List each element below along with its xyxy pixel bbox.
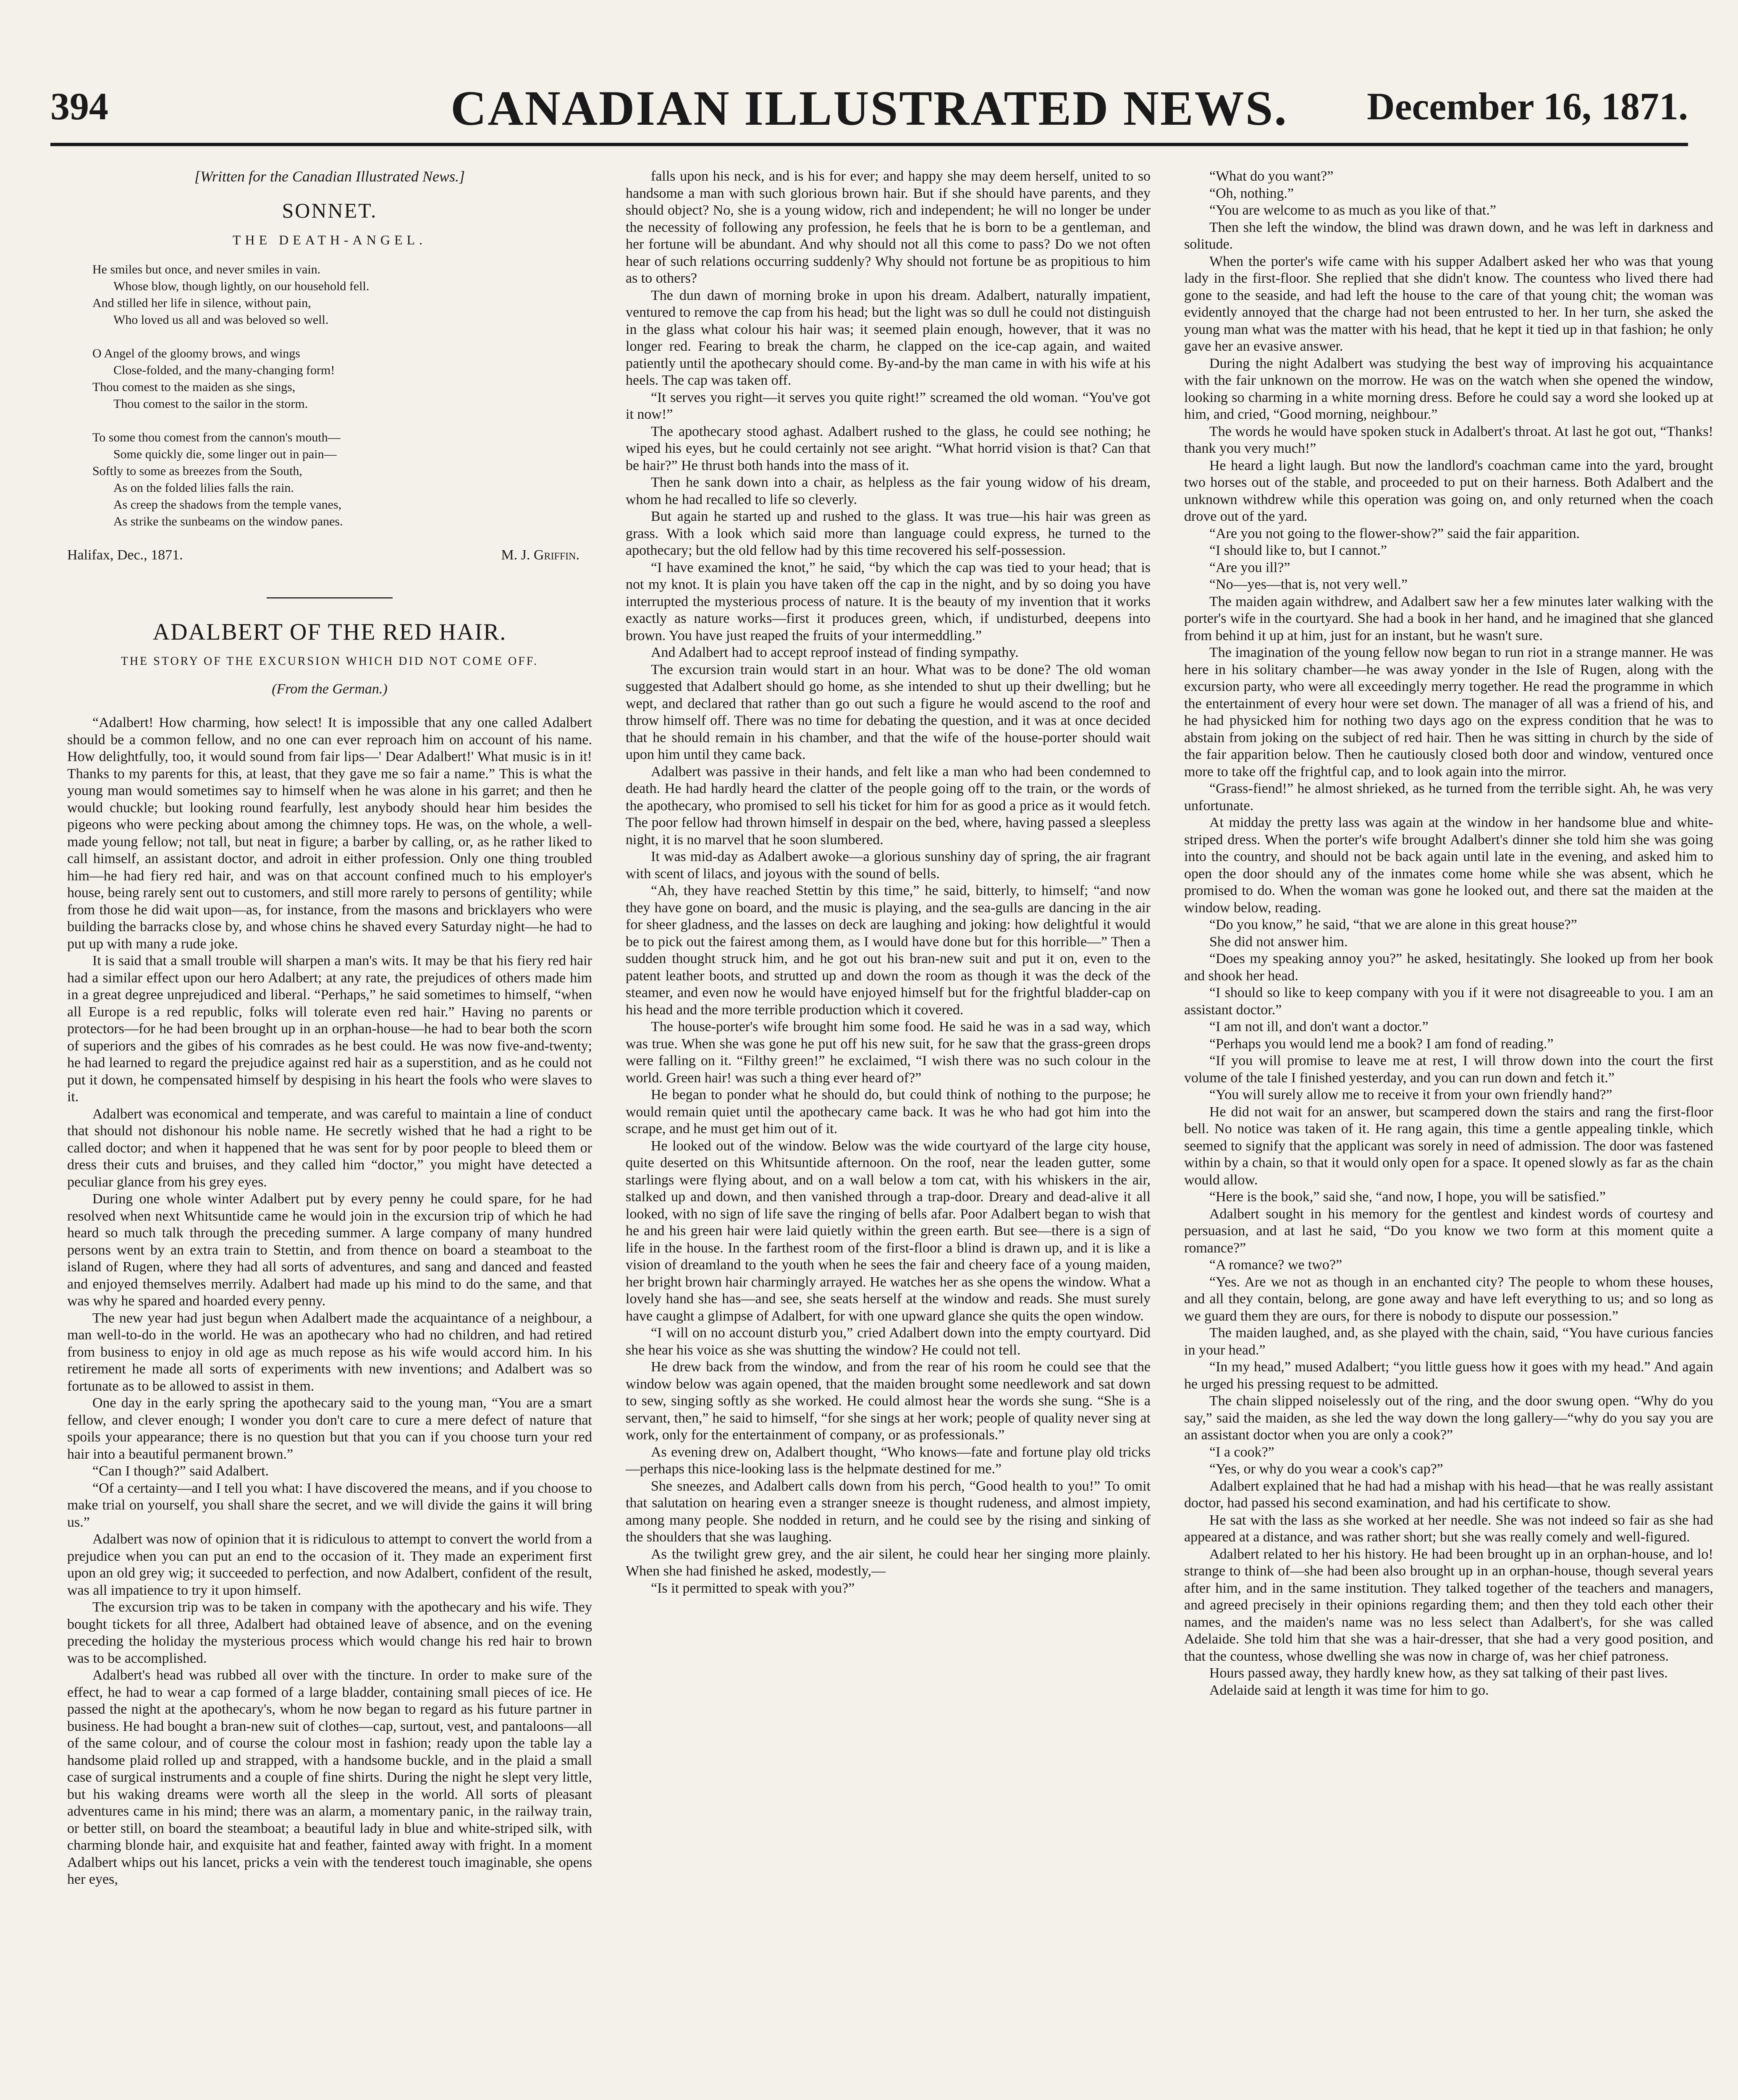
- story-paragraph: And Adalbert had to accept reproof instead of finding sympathy.: [651, 645, 1019, 660]
- story-paragraph: The imagination of the young fellow now began to run riot in a strange manner. He was here in his solitary chamber—he was away yonder in the Isle of Rugen, along with the excursion party, who were all exceedingly merry together. He read the programme in which the entertainment of every hour were set down. The manager of all was a friend of his, and he had physicked him for nothing two days ago on the express condition that he was to abstain from joking on the subject of red hair. Then he was sitting in church by the side of the fair apparition below. Then he cautiously closed both door and window, ventured once more to take off the frightful cap, and to look again into the mirror.: [1184, 645, 1713, 780]
- story-paragraph: The words he would have spoken stuck in Adalbert's throat. At last he got out, “Thanks! thank you very much!”: [1184, 423, 1713, 456]
- story-paragraph: Adalbert's head was rubbed all over with the tincture. In order to make sure of the effect, he had to wear a cap formed of a large bladder, containing small pieces of ice. He passed the night at the apothecary's, whom he now began to regard as his future partner in business. He had bought a bran-new suit of clothes—cap, surtout, vest, and pantaloons—all of the same colour, and of course the colour most in fashion; ready upon the table lay a handsome plaid rolled up and strapped, with a handsome buckle, and in the plaid a small case of surgical instruments and a couple of fine shirts. During the night he slept very little, but his waking dreams were worth all the sleep in the world. All sorts of pleasant adventures came in his mind; there was an alarm, a momentary panic, in the railway train, or better still, on board the steamboat; a beautiful lady in blue and white-striped silk, with charming blonde hair, and exquisite hat and feather, fainted away with fright. In a moment Adalbert whips out his lancet, pricks a vein with the tenderest touch imaginable, she opens her eyes,: [67, 1667, 592, 1887]
- story-paragraph: Adalbert was now of opinion that it is ridiculous to attempt to convert the world from a prejudice when you can put an end to the occasion of it. They made an experiment first upon an old grey wig; it succeeded to perfection, and now Adalbert, confident of the result, was all impatience to try it upon himself.: [67, 1531, 592, 1598]
- sonnet-line: O Angel of the gloomy brows, and wings: [92, 346, 300, 360]
- story-paragraph: But again he started up and rushed to the glass. It was true—his hair was green as grass. With a look which said more than language could express, he turned to the apothecary; but the old fellow had by this time recovered his self-possession.: [626, 509, 1151, 558]
- story-paragraph: She sneezes, and Adalbert calls down from his perch, “Good health to you!” To omit that salutation on hearing even a stranger sneeze is thought rudeness, and almost impiety, among many people. She nodded in return, and he could see by the rising and sinking of the shoulders that she was laughing.: [626, 1478, 1151, 1545]
- story-paragraph: “Do you know,” he said, “that we are alone in this great house?”: [1209, 917, 1577, 932]
- sonnet-line: Softly to some as breezes from the South,: [92, 464, 302, 478]
- sonnet-line: Some quickly die, some linger out in pain—: [113, 447, 337, 461]
- story-paragraph: “I will on no account disturb you,” cried Adalbert down into the empty courtyard. Did she hear his voice as she was shutting the window? He could not tell.: [626, 1325, 1151, 1358]
- sonnet-subtitle: THE DEATH-ANGEL.: [232, 232, 427, 247]
- story-paragraph: “I am not ill, and don't want a doctor.”: [1209, 1019, 1429, 1034]
- story-body-col3: [1184, 168, 1713, 1699]
- sonnet-line: Close-folded, and the many-changing form!: [113, 363, 335, 377]
- story-body-col1: [67, 714, 592, 1888]
- sonnet-line: And stilled her life in silence, without pain,: [92, 296, 311, 310]
- sonnet-place-date: Halifax, Dec., 1871.: [67, 547, 183, 563]
- sonnet-line: Thou comest to the maiden as she sings,: [92, 380, 296, 394]
- sonnet-line: Whose blow, though lightly, on our household fell.: [113, 279, 370, 293]
- sonnet-line: As on the folded lilies falls the rain.: [113, 480, 294, 495]
- story-paragraph: As evening drew on, Adalbert thought, “Who knows—fate and fortune play old tricks—perhaps this nice-looking lass is the helpmate destined for me.”: [626, 1444, 1151, 1477]
- story-paragraph: It was mid-day as Adalbert awoke—a glorious sunshiny day of spring, the air fragrant with scent of lilacs, and joyous with the sound of bells.: [626, 849, 1151, 882]
- story-paragraph: The maiden again withdrew, and Adalbert saw her a few minutes later walking with the porter's wife in the courtyard. She had a book in her hand, and he imagined that she glanced from behind it up at him, just for an instant, but he wasn't sure.: [1184, 593, 1713, 643]
- story-paragraph: He drew back from the window, and from the rear of his room he could see that the window below was again opened, that the maiden brought some needlework and sat down to sew, singing softly as she worked. He could almost hear the words she sung. “She is a servant, then,” he said to himself, “for she sings at her work; people of quality never sing at work, only for the entertainment of company, or as professionals.”: [626, 1359, 1151, 1443]
- story-paragraph: Adelaide said at length it was time for him to go.: [1209, 1682, 1489, 1698]
- story-paragraph: “It serves you right—it serves you quite right!” screamed the old woman. “You've got it now!”: [626, 389, 1151, 422]
- sonnet-stanza: [92, 429, 592, 530]
- sonnet-stanza: [92, 345, 592, 412]
- story-paragraph: “You will surely allow me to receive it from your own friendly hand?”: [1209, 1087, 1612, 1102]
- story-paragraph: Adalbert was passive in their hands, and felt like a man who had been condemned to death. He had hardly heard the clatter of the people going off to the train, or the words of the apothecary, who promised to sell his ticket for him for as good a price as it would fetch. The poor fellow had thrown himself in despair on the bed, where, having passed a sleepless night, it is no marvel that he soon slumbered.: [626, 764, 1151, 848]
- story-paragraph: Adalbert was economical and temperate, and was careful to maintain a line of conduct that should not dishonour his noble name. He secretly wished that he had a right to be called doctor; and when it happened that he was sent for by poor people to bleed them or dress their cuts and bruises, and they called him “doctor,” you might have detected a peculiar glance from his grey eyes.: [67, 1106, 592, 1190]
- story-paragraph: “Here is the book,” said she, “and now, I hope, you will be satisfied.”: [1209, 1189, 1606, 1205]
- sonnet-line: He smiles but once, and never smiles in vain.: [92, 262, 321, 276]
- sonnet-line: Thou comest to the sailor in the storm.: [113, 396, 308, 411]
- story-paragraph: He began to ponder what he should do, but could think of nothing to the purpose; he would remain quiet until the apothecary came back. It was he who had got him into the scrape, and he must get him out of it.: [626, 1087, 1151, 1137]
- story-paragraph: “No—yes—that is, not very well.”: [1209, 577, 1408, 592]
- story-paragraph: “Is it permitted to speak with you?”: [651, 1580, 855, 1596]
- story-paragraph: Adalbert related to her his history. He had been brought up in an orphan-house, and lo! strange to think of—she had been also brought up in an orphan-house, though several years after him, and in the same institution. They talked together of the teachers and managers, and agreed precisely in their opinions regarding them; and then they told each other their names, and the maiden's name was no less select than Adalbert's, for she was called Adelaide. She told him that she was a hair-dresser, that she had a very good position, and that the countess, whose dwelling she was now in charge of, was her chief patroness.: [1184, 1546, 1713, 1664]
- sonnet-title: SONNET.: [282, 198, 377, 222]
- story-paragraph: The house-porter's wife brought him some food. He said he was in a sad way, which was true. When she was gone he put off his new suit, for he saw that the grass-green drops were falling on it. “Filthy green!” he exclaimed, “I wish there was no such colour in the world. Green hair! was such a thing ever heard of?”: [626, 1019, 1151, 1086]
- story-paragraph: “I should so like to keep company with you if it were not disagreeable to you. I am an assistant doctor.”: [1184, 985, 1713, 1018]
- story-paragraph: “What do you want?”: [1209, 168, 1334, 184]
- sonnet-credit: [Written for the Canadian Illustrated News.]: [194, 168, 465, 185]
- story-paragraph: When the porter's wife came with his supper Adalbert asked her who was that young lady in the first-floor. She replied that she didn't know. The countess who lived there had gone to the seaside, and had left the house to the care of that young chit; the woman was evidently annoyed that the charge had not been entrusted to her. In her turn, she asked the young man what was the matter with his head, that he kept it tied up in that fashion; he only gave her an evasive answer.: [1184, 253, 1713, 354]
- issue-date: December 16, 1871.: [1367, 85, 1688, 128]
- story-paragraph: The chain slipped noiselessly out of the ring, and the door swung open. “Why do you say,” said the maiden, as she led the way down the long gallery—“why do you say you are an assistant doctor when you are only a cook?”: [1184, 1393, 1713, 1443]
- story-paragraph: He looked out of the window. Below was the wide courtyard of the large city house, quite deserted on this Whitsuntide afternoon. On the roof, near the leaden gutter, some starlings were flying about, and on a wall below a tom cat, with his whiskers in the air, stalked up and down, and then vanished through a trap-door. Dreary and dead-alive it all looked, with no sign of life save the ringing of bells afar. Poor Adalbert began to wish that he and his green hair were laid quietly within the green earth. But see—there is a sign of life in the house. In the farthest room of the first-floor a blind is drawn up, and it is like a vision of dreamland to the youth when he sees the fair and cheery face of a young maiden, her bright brown hair charmingly arrayed. He watches her as she opens the window. What a lovely hand she has—and see, she seats herself at the window and reads. She must surely have caught a glimpse of Adalbert, for with one upward glance she quits the open window.: [626, 1138, 1151, 1324]
- story-paragraph: “Yes, or why do you wear a cook's cap?”: [1209, 1461, 1443, 1477]
- story-title: ADALBERT OF THE RED HAIR.: [152, 619, 507, 645]
- story-paragraph: The excursion train would start in an hour. What was to be done? The old woman suggested that Adalbert should go home, as she intended to shut up their dwelling; but he wept, and declared that rather than go out such a figure he would ascend to the roof and throw himself off. There was no time for debating the question, and it was at once decided that he should remain in his chamber, and that the wife of the house-porter should wait upon him until they came back.: [626, 662, 1151, 762]
- story-paragraph: “I have examined the knot,” he said, “by which the cap was tied to your head; that is not my knot. It is plain you have taken off the cap in the night, and by so doing you have interrupted the mysterious process of nature. It is the beauty of my invention that it works exactly as nature works—first it produces green, which, if undisturbed, deepens into brown. You have just reaped the fruits of your intermeddling.”: [626, 559, 1151, 643]
- column-1: [67, 168, 592, 2100]
- story-paragraph: One day in the early spring the apothecary said to the young man, “You are a smart fellow, and clever enough; I wonder you don't care to cure a mere defect of nature that spoils your appearance; there is no question but that you can if you choose turn your red hair into a beautiful permanent brown.”: [67, 1395, 592, 1462]
- story-source: (From the German.): [272, 681, 388, 697]
- story-paragraph: “I should like to, but I cannot.”: [1209, 543, 1387, 558]
- story-paragraph: falls upon his neck, and is his for ever; and happy she may deem herself, united to so handsome a man with such glorious brown hair. But if she should have parents, and they should object? No, she is a young widow, rich and independent; he will no longer be under the necessity of following any profession, he feels that he is born to be a gentleman, and her fortune will be abundant. And why should not all this come to pass? Do we not often hear of such relations occurring suddenly? Why should not fortune be as propitious to him as to others?: [626, 168, 1151, 286]
- story-paragraph: During one whole winter Adalbert put by every penny he could spare, for he had resolved when next Whitsuntide came he would join in the excursion trip of which he had heard so much talk through the preceding summer. A large company of many hundred persons went by an extra train to Stettin, and from thence on board a steamboat to the island of Rugen, where they had all sorts of adventures, and sang and danced and feasted and enjoyed themselves merrily. Adalbert had made up his mind to do the same, and that was why he spared and hoarded every penny.: [67, 1191, 592, 1309]
- story-paragraph: “Perhaps you would lend me a book? I am fond of reading.”: [1209, 1036, 1554, 1052]
- story-paragraph: She did not answer him.: [1209, 934, 1348, 950]
- story-paragraph: Adalbert sought in his memory for the gentlest and kindest words of courtesy and persuasion, and at last he said, “Do you know we two form at this moment quite a romance?”: [1184, 1206, 1713, 1256]
- story-paragraph: He did not wait for an answer, but scampered down the stairs and rang the first-floor bell. No notice was taken of it. He rang again, this time a gentle appealing tinkle, which seemed to signify that the applicant was sorely in need of admission. The door was fastened within by a chain, so that it would only open for a space. It opened slowly as far as the chain would allow.: [1184, 1104, 1713, 1188]
- story-paragraph: He heard a light laugh. But now the landlord's coachman came into the yard, brought two horses out of the stable, and proceeded to put on their harness. Both Adalbert and the unknown withdrew while this operation was going on, and only returned when the coach drove out of the yard.: [1184, 457, 1713, 524]
- story-body-col2: [626, 168, 1151, 1597]
- story-paragraph: Then she left the window, the blind was drawn down, and he was left in darkness and solitude.: [1184, 219, 1713, 252]
- story-paragraph: “Grass-fiend!” he almost shrieked, as he turned from the terrible sight. Ah, he was very unfortunate.: [1184, 781, 1713, 814]
- story-paragraph: Adalbert explained that he had had a mishap with his head—that he was really assistant doctor, had passed his second examination, and had his certificate to show.: [1184, 1478, 1713, 1511]
- story-paragraph: “Oh, nothing.”: [1209, 185, 1294, 201]
- story-paragraph: “Ah, they have reached Stettin by this time,” he said, bitterly, to himself; “and now they have gone on board, and the music is playing, and the sea-gulls are dancing in the air for sheer gladness, and the lasses on deck are laughing and joking: how delightful it would be to pick out the fairest among them, as I would have done but for this horrible—” Then a sudden thought struck him, and he got out his bran-new suit and put it on, even to the patent leather boots, and strutted up and down the room as though it was the deck of the steamer, and even now he would have enjoyed himself but for the frightful bladder-cap on his head and the more terrible production which it covered.: [626, 883, 1151, 1018]
- story-paragraph: “Can I though?” said Adalbert.: [92, 1463, 269, 1479]
- page-number: 394: [50, 85, 108, 128]
- story-paragraph: The excursion trip was to be taken in company with the apothecary and his wife. They bought tickets for all three, Adalbert had obtained leave of absence, and on the evening preceding the holiday the mysterious process which would change his red hair to brown was to be accomplished.: [67, 1599, 592, 1666]
- section-divider: [267, 597, 393, 598]
- story-paragraph: Then he sank down into a chair, as helpless as the fair young widow of his dream, whom he had recalled to life so cleverly.: [626, 475, 1151, 507]
- sonnet-stanza: [92, 261, 592, 328]
- story-paragraph: “Adalbert! How charming, how select! It is impossible that any one called Adalbert should be a common fellow, and no one can ever reproach him on account of his name. How delightfully, too, it would sound from fair lips—' Dear Adalbert!' What music is in it! Thanks to my parents for this, at least, that they gave me so fair a name.” This is what the young man would sometimes say to himself when he was alone in his garret; and then he would chuckle; but looking round fearfully, lest anybody should hear him besides the pigeons who were pecking about among the chimney tops. He was, on the whole, a well-made young fellow; not tall, but neat in figure; a barber by calling, or, as he rather liked to call himself, an assistant doctor, and adroit in either profession. Only one thing troubled him—he had fiery red hair, and was on that account confined much to his employer's house, being rarely sent out to customers, and still more rarely to persons of gentility; while from those he did wait upon—as, for instance, from the masons and bricklayers who were building the barracks close by, and whose chins he shaved every Saturday night—he had to put up with many a rude joke.: [67, 715, 592, 952]
- story-paragraph: The maiden laughed, and, as she played with the chain, said, “You have curious fancies in your head.”: [1184, 1325, 1713, 1358]
- story-paragraph: “In my head,” mused Adalbert; “you little guess how it goes with my head.” And again he urged his pressing request to be admitted.: [1184, 1359, 1713, 1392]
- story-paragraph: As the twilight grew grey, and the air silent, he could hear her singing more plainly. When she had finished he asked, modestly,—: [626, 1546, 1151, 1579]
- story-paragraph: The new year had just begun when Adalbert made the acquaintance of a neighbour, a man well-to-do in the world. He was an apothecary who had no children, and had retired from business to enjoy in old age as much repose as his wife would accord him. In his retirement he made all sorts of experiments with new inventions; and Adalbert was so fortunate as to be allowed to assist in them.: [67, 1310, 592, 1394]
- story-paragraph: “Of a certainty—and I tell you what: I have discovered the means, and if you choose to make trial on yourself, you shall share the secret, and we will divide the gains it will bring us.”: [67, 1480, 592, 1530]
- column-2: [626, 168, 1151, 2100]
- story-paragraph: The apothecary stood aghast. Adalbert rushed to the glass, he could see nothing; he wiped his eyes, but he could certainly not see aright. “What horrid vision is that? Can that be hair?” He thrust both hands into the mass of it.: [626, 423, 1151, 473]
- story-paragraph: “Are you ill?”: [1209, 559, 1290, 575]
- story-subtitle: THE STORY OF THE EXCURSION WHICH DID NOT COME OFF.: [121, 655, 539, 668]
- sonnet-line: To some thou comest from the cannon's mouth—: [92, 430, 341, 444]
- story-paragraph: The dun dawn of morning broke in upon his dream. Adalbert, naturally impatient, ventured to remove the cap from his head; but the light was so dull he could not distinguish in the glass what colour his hair was; it seemed plain enough, however, that it was no longer red. Fearing to break the charm, he clapped on the ice-cap again, and waited patiently until the apothecary should come. By-and-by the man came in with his wife at his heels. The cap was taken off.: [626, 287, 1151, 388]
- story-paragraph: “You are welcome to as much as you like of that.”: [1209, 202, 1496, 218]
- sonnet-line: Who loved us all and was beloved so well.: [113, 312, 329, 327]
- story-paragraph: He sat with the lass as she worked at her needle. She was not indeed so fair as she had appeared at a distance, and was rather short; but she was really comely and well-figured.: [1184, 1512, 1713, 1545]
- story-paragraph: “Yes. Are we not as though in an enchanted city? The people to whom these houses, and all they contain, belong, are gone away and have left everything to us; and so long as we guard them they are ours, for there is nobody to dispute our possession.”: [1184, 1274, 1713, 1324]
- story-paragraph: “Are you not going to the flower-show?” said the fair apparition.: [1209, 525, 1580, 541]
- newspaper-title: CANADIAN ILLUSTRATED NEWS.: [451, 81, 1288, 136]
- sonnet-footer: [67, 547, 592, 572]
- story-paragraph: It is said that a small trouble will sharpen a man's wits. It may be that his fiery red hair had a similar effect upon our hero Adalbert; at any rate, the prejudices of others made him in a great degree unprejudiced and liberal. “Perhaps,” he said sometimes to himself, “when all Europe is a red republic, folks will tolerate even red hair.” Having no parents or protectors—for he had been brought up in an orphan-house—he had to bear both the scorn of superiors and the gibes of his comrades as he best could. He was now five-and-twenty; he had learned to regard the prejudice against red hair as a superstition, and as he could not put it down, he compensated himself by despising in his heart the fools who were slaves to it.: [67, 953, 592, 1105]
- story-paragraph: “A romance? we two?”: [1209, 1257, 1342, 1273]
- sonnet-line: As creep the shadows from the temple vanes,: [113, 497, 342, 512]
- story-paragraph: During the night Adalbert was studying the best way of improving his acquaintance with the fair unknown on the morrow. He was on the watch when she opened the window, looking so charming in a white morning dress. Before he could say a word she looked up at him, and cried, “Good morning, neighbour.”: [1184, 355, 1713, 422]
- story-paragraph: “I a cook?”: [1209, 1444, 1274, 1460]
- story-paragraph: “If you will promise to leave me at rest, I will throw down into the court the first volume of the tale I finished yesterday, and you can run down and fetch it.”: [1184, 1053, 1713, 1086]
- sonnet-line: As strike the sunbeams on the window panes.: [113, 514, 343, 528]
- story-paragraph: “Does my speaking annoy you?” he asked, hesitatingly. She looked up from her book and shook her head.: [1184, 951, 1713, 984]
- masthead: [50, 80, 1688, 146]
- column-3: [1184, 168, 1713, 2100]
- story-paragraph: At midday the pretty lass was again at the window in her handsome blue and white-striped dress. When the porter's wife brought Adalbert's dinner she told him she was going into the country, and should not be back again until late in the evening, and asked him to open the door should any of the inmates come home while she was absent, which he promised to do. When the woman was gone he looked out, and there sat the maiden at the window below, reading.: [1184, 815, 1713, 916]
- story-paragraph: Hours passed away, they hardly knew how, as they sat talking of their past lives.: [1209, 1665, 1668, 1681]
- sonnet-author: M. J. Griffin.: [501, 547, 579, 563]
